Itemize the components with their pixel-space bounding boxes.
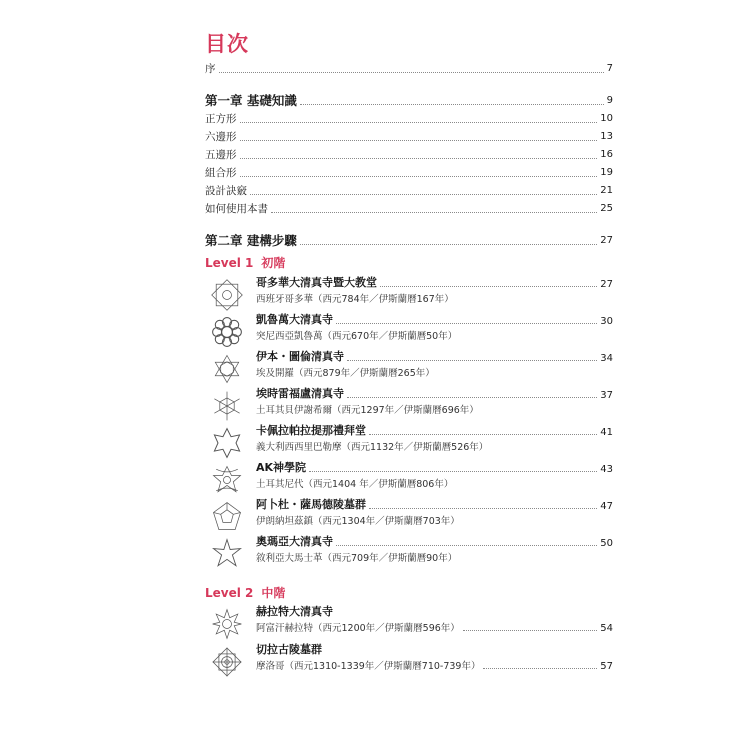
entry-location: 突尼西亞凱魯萬（西元670年／伊斯蘭曆50年）	[256, 331, 458, 342]
toc-entry[interactable]	[205, 497, 613, 535]
page-number: 57	[600, 661, 613, 672]
page-number: 41	[600, 427, 613, 438]
entry-location: 土耳其尼代（西元1404 年／伊斯蘭曆806年）	[256, 479, 454, 490]
page-number: 7	[606, 63, 613, 74]
entry-title: 阿卜杜・薩馬德陵墓群	[256, 498, 366, 511]
page-number: 37	[600, 390, 613, 401]
page-number: 47	[600, 501, 613, 512]
entry-location: 義大利西西里巴勒摩（西元1132年／伊斯蘭曆526年）	[256, 442, 489, 453]
page-number: 50	[600, 538, 613, 549]
page-number: 30	[600, 316, 613, 327]
petal-star-icon	[209, 462, 245, 498]
entry-location: 土耳其貝伊謝希爾（西元1297年／伊斯蘭曆696年）	[256, 405, 479, 416]
entry-location: 伊朗納坦茲鎮（西元1304年／伊斯蘭曆703年）	[256, 516, 460, 527]
entry-title: AK神學院	[256, 461, 307, 474]
level-name: 初階	[261, 256, 286, 270]
eight-point-star-icon	[209, 277, 245, 313]
page-number: 10	[600, 113, 613, 124]
level-label: Level 1	[205, 256, 254, 270]
dot-leader	[336, 545, 597, 546]
toc-row-how-to-use[interactable]	[205, 200, 613, 216]
page-number: 16	[600, 149, 613, 160]
page-number: 21	[600, 185, 613, 196]
toc-row-hexagon[interactable]	[205, 128, 613, 144]
entry-location: 敘利亞大馬士革（西元709年／伊斯蘭曆90年）	[256, 553, 458, 564]
hexagram-lattice-icon	[209, 351, 245, 387]
toc-entry[interactable]	[205, 275, 613, 313]
toc-entry[interactable]	[205, 386, 613, 424]
page-number: 19	[600, 167, 613, 178]
page-number: 34	[600, 353, 613, 364]
dot-leader	[300, 244, 597, 245]
pentagon-rosette-icon	[209, 499, 245, 535]
page-number: 9	[606, 95, 613, 106]
dot-leader	[483, 668, 597, 669]
chapter-title: 第二章 建構步驟	[205, 233, 297, 248]
toc-entry[interactable]	[205, 423, 613, 461]
toc-entry[interactable]	[205, 460, 613, 498]
dot-leader	[336, 323, 597, 324]
ten-point-star-icon	[209, 606, 245, 642]
dot-leader	[347, 360, 597, 361]
toc-label: 六邊形	[205, 131, 237, 143]
toc-entry[interactable]	[205, 312, 613, 350]
entry-location: 埃及開羅（西元879年／伊斯蘭曆265年）	[256, 368, 435, 379]
octagram-icon	[209, 425, 245, 461]
toc-entry[interactable]	[205, 349, 613, 387]
dot-leader	[463, 630, 597, 631]
toc-label: 設計訣竅	[205, 185, 247, 197]
six-point-star-icon	[209, 536, 245, 572]
toc-row-preface[interactable]	[205, 60, 613, 76]
level-2-heading	[205, 584, 285, 601]
interlace-rosette-icon	[209, 644, 245, 680]
entry-title: 卡佩拉帕拉提那禮拜堂	[256, 424, 366, 437]
page-number: 27	[600, 279, 613, 290]
page-number: 43	[600, 464, 613, 475]
toc-row-square[interactable]	[205, 110, 613, 126]
dot-leader	[347, 397, 597, 398]
toc-row-chapter-2[interactable]	[205, 232, 613, 248]
toc-label: 如何使用本書	[205, 203, 268, 215]
entry-location: 西班牙哥多華（西元784年／伊斯蘭曆167年）	[256, 294, 454, 305]
dot-leader	[240, 158, 598, 159]
toc-label: 序	[205, 63, 216, 75]
page-number: 27	[600, 235, 613, 246]
level-name: 中階	[261, 586, 286, 600]
dot-leader	[369, 508, 597, 509]
entry-location: 摩洛哥（西元1310-1339年／伊斯蘭曆710-739年）	[256, 661, 481, 672]
dot-leader	[240, 140, 598, 141]
rosette-knot-icon	[209, 314, 245, 350]
level-1-heading	[205, 254, 285, 271]
toc-label: 五邊形	[205, 149, 237, 161]
page-title: 目次	[205, 32, 249, 56]
entry-title: 奧瑪亞大清真寺	[256, 535, 333, 548]
dot-leader	[380, 286, 597, 287]
dot-leader	[240, 122, 598, 123]
page-number: 25	[600, 203, 613, 214]
dot-leader	[240, 176, 598, 177]
level-label: Level 2	[205, 586, 254, 600]
toc-entry[interactable]	[205, 604, 613, 642]
dot-leader	[300, 104, 604, 105]
toc-label: 組合形	[205, 167, 237, 179]
chapter-title: 第一章 基礎知識	[205, 93, 297, 108]
entry-title: 凱魯萬大清真寺	[256, 313, 333, 326]
toc-row-combined[interactable]	[205, 164, 613, 180]
entry-title: 埃時雷福盧清真寺	[256, 387, 344, 400]
toc-row-design-tips[interactable]	[205, 182, 613, 198]
toc-row-chapter-1[interactable]	[205, 92, 613, 108]
toc-label: 正方形	[205, 113, 237, 125]
dot-leader	[250, 194, 597, 195]
toc-entry[interactable]	[205, 642, 613, 680]
snowflake-star-icon	[209, 388, 245, 424]
toc-entry[interactable]	[205, 534, 613, 572]
dot-leader	[369, 434, 597, 435]
entry-title: 哥多華大清真寺暨大教堂	[256, 276, 377, 289]
dot-leader	[219, 72, 604, 73]
entry-title: 赫拉特大清真寺	[256, 605, 333, 618]
entry-title: 切拉古陵墓群	[256, 643, 322, 656]
entry-title: 伊本・圖倫清真寺	[256, 350, 344, 363]
page-number: 54	[600, 623, 613, 634]
dot-leader	[309, 471, 597, 472]
page-number: 13	[600, 131, 613, 142]
dot-leader	[271, 212, 597, 213]
entry-location: 阿富汗赫拉特（西元1200年／伊斯蘭曆596年）	[256, 623, 460, 634]
toc-row-pentagon[interactable]	[205, 146, 613, 162]
